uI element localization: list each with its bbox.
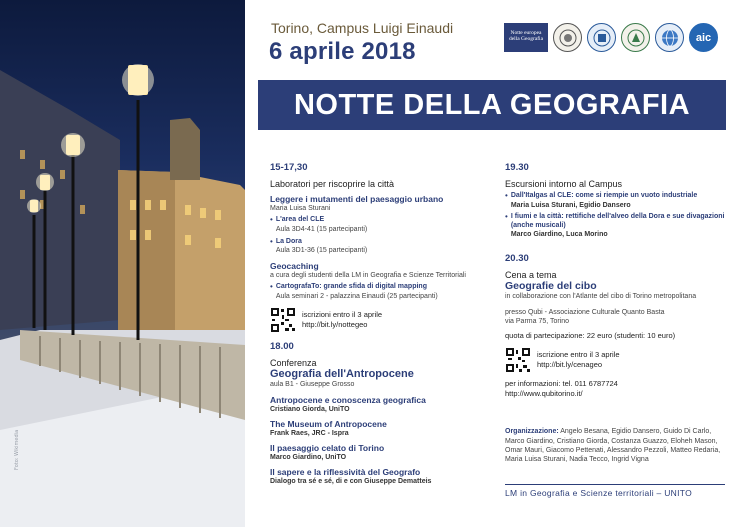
department-seal-icon (587, 23, 616, 52)
photo-illustration (0, 0, 245, 527)
bullet-icon: • (505, 211, 508, 221)
lab-author: Maria Luisa Sturani (270, 205, 331, 212)
event-date: 6 aprile 2018 (269, 38, 416, 65)
talk-title: Il sapere e la riflessività del Geografo (270, 467, 421, 478)
talk-title: Antropocene e conoscenza geografica (270, 394, 426, 405)
lab-item-info: Aula 3D1-36 (15 partecipanti) (275, 247, 368, 255)
section-heading: Laboratori per riscoprire la città (270, 179, 395, 189)
talk-speaker: Marco Giardino, UniTO (270, 454, 347, 462)
section-heading: Cena a tema (505, 270, 557, 281)
geocaching-title: Geocaching (270, 260, 319, 271)
dinner-place: presso Qubi - Associazione Culturale Quanto Basta (505, 308, 665, 316)
registration-link[interactable]: http://bit.ly/nottegeo (302, 320, 368, 330)
bullet-icon: • (270, 282, 273, 292)
talk-title: Il paesaggio celato di Torino (270, 443, 385, 454)
bullet-icon: • (270, 236, 273, 246)
registration-row (270, 307, 492, 333)
bullet-icon: • (270, 215, 273, 225)
registration-row (505, 347, 725, 373)
participation-fee: quota di partecipazione: 22 euro (studenti: 10 euro) (505, 330, 676, 340)
section-heading: Conferenza (270, 358, 317, 369)
venue-text: Torino, Campus Luigi Einaudi (271, 20, 454, 36)
association-seal-icon (621, 23, 650, 52)
registration-link[interactable]: http://bit.ly/cenageo (537, 359, 603, 369)
conference-title: Geografia dell'Antropocene (270, 368, 414, 381)
globe-logo-icon (655, 23, 684, 52)
talk-speaker: Dialogo tra sé e sé, di e con Giuseppe Dematteis (270, 478, 432, 486)
photo-credit: Foto: Wikimedia (14, 429, 20, 470)
notte-europea-logo: Notte europea della Geografia (504, 23, 548, 52)
dinner-collab: in collaborazione con l'Atlante del cibo di Torino metropolitana (505, 293, 697, 301)
geocaching-desc: a cura degli studenti della LM in Geografia e Scienze Territoriali (270, 271, 466, 279)
qr-code-icon[interactable] (505, 347, 531, 373)
time-slot: 15-17,30 (270, 162, 308, 173)
lab-item-info: Aula 3D4-41 (15 partecipanti) (275, 226, 368, 234)
lab-item-title: La Dora (275, 237, 302, 245)
lab-item-title: CartografaTo: grande sfida di digital mapping (275, 283, 427, 291)
lab-item-info: Aula seminari 2 - palazzina Einaudi (25 partecipanti) (275, 293, 438, 300)
time-slot: 19.30 (505, 162, 529, 173)
program-left-column (270, 162, 492, 486)
organizers-label: Organizzazione: (505, 428, 559, 436)
footer-text: LM in Geografia e Scienze territoriali – UNITO (505, 488, 693, 498)
university-seal-icon (553, 23, 582, 52)
talk-speaker: Cristiano Giorda, UniTO (270, 405, 350, 413)
time-slot: 20.30 (505, 253, 529, 265)
time-slot: 18.00 (270, 341, 294, 353)
registration-deadline: iscrizione entro il 3 aprile (537, 349, 620, 359)
conference-room: aula B1 - Giuseppe Grosso (270, 381, 355, 389)
organizers-names: Angelo Besana, Egidio Dansero, Guido Di Carlo, Marco Giardino, Cristiano Giorda, Costanza Guazzo, Eloheh Mason, Omar Mauri, Giacomo Pettenati, Alessandro Pezzoli, Matteo Redaria, Maria Luisa Sturani, Nadia Tecco, Ingrid Vigna (505, 428, 721, 464)
lab-item-title: L'area del CLE (275, 216, 325, 224)
torino-night-photo (0, 0, 245, 527)
section-heading: Escursioni intorno al Campus (505, 179, 623, 189)
excursion-title: I fiumi e la città: rettifiche dell'alveo della Dora e sue divagazioni (anche musicali) (510, 212, 725, 229)
excursion-authors: Marco Giardino, Luca Morino (510, 231, 608, 239)
dinner-title: Geografie del cibo (505, 280, 597, 293)
footer-divider (505, 484, 725, 485)
qr-code-icon[interactable] (270, 307, 296, 333)
program-right-column (505, 162, 725, 465)
organizers (505, 427, 725, 465)
info-phone: per informazioni: tel. 011 6787724 (505, 378, 618, 388)
excursion-title: Dall'Italgas al CLE: come si riempie un vuoto industriale (510, 192, 698, 199)
excursion-authors: Maria Luisa Sturani, Egidio Dansero (510, 201, 631, 209)
bullet-icon: • (505, 191, 508, 200)
talk-title: The Museum of Antropocene (270, 418, 387, 429)
excursion-item (505, 213, 725, 240)
dinner-address: via Parma 75, Torino (505, 318, 570, 326)
aic-logo: aic (689, 23, 718, 52)
partner-logos (504, 23, 718, 52)
registration-deadline: iscrizioni entro il 3 aprile (302, 310, 383, 320)
lab-item (270, 283, 492, 301)
talk-speaker: Frank Raes, JRC - Ispra (270, 429, 349, 437)
excursion-item (505, 192, 725, 210)
lab-item (270, 216, 492, 234)
lab-item (270, 238, 492, 256)
lab-title: Leggere i mutamenti del paesaggio urbano (270, 194, 444, 204)
info-website[interactable]: http://www.qubitorino.it/ (505, 389, 583, 398)
event-title: NOTTE DELLA GEOGRAFIA (258, 80, 726, 130)
